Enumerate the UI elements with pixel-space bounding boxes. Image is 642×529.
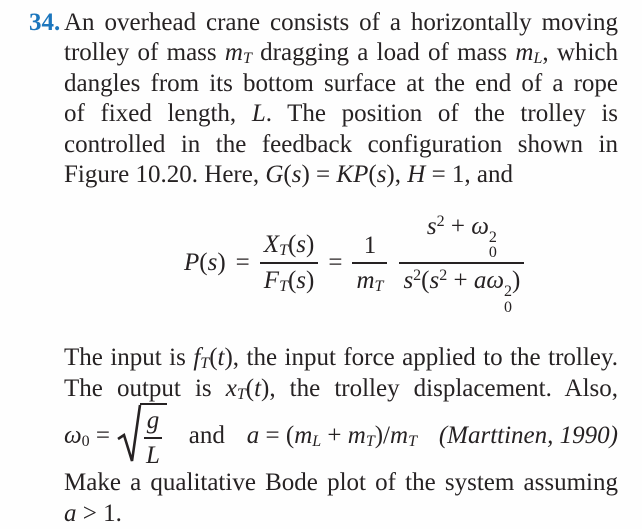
fraction-one-over-mt xyxy=(352,231,387,296)
equation-lhs: P(s) xyxy=(184,249,226,277)
denominator: L xyxy=(144,437,162,470)
omega-definition-formula xyxy=(64,404,618,468)
radicand-g-over-l xyxy=(140,403,167,470)
equals-sign: = xyxy=(235,249,250,277)
omega-sqrt-group xyxy=(64,403,167,470)
io-paragraph xyxy=(64,343,618,404)
and-word: and xyxy=(188,422,225,450)
text-line: dangles from its bottom surface at the end of a rope xyxy=(64,69,618,97)
omega-lhs: ω0 = xyxy=(64,421,111,450)
text-line: Make a qualitative Bode plot of the system assuming xyxy=(64,469,618,497)
task-paragraph xyxy=(64,468,618,529)
denominator: mT xyxy=(352,262,387,296)
problem-number: 34. xyxy=(29,9,61,36)
plant-transfer-function-equation xyxy=(184,212,618,316)
denominator: $s^2(s^2 + a\omega$ 2 0 ) xyxy=(399,262,524,314)
text-line: of fixed length, L. The position of the trolley is xyxy=(64,100,618,128)
text-line: a > 1. xyxy=(64,499,122,527)
text-line: trolley of mass mT dragging a load of mass mL, which xyxy=(64,39,618,68)
text-line: The output is xT(t), the trolley displacement. Also, xyxy=(64,374,619,403)
text-line: controlled in the feedback configuration shown in xyxy=(64,130,618,158)
numerator: $s^2 + \omega$ 2 0 xyxy=(426,212,497,262)
numerator: g xyxy=(146,406,160,434)
problem-content xyxy=(64,8,618,529)
a-definition: a = (mL + mT)/mT xyxy=(246,421,417,450)
citation: (Marttinen, 1990) xyxy=(438,422,618,450)
text-line: An overhead crane consists of a horizontally moving xyxy=(64,9,618,36)
fraction-xt-over-ft xyxy=(260,230,319,297)
text-line: The input is fT(t), the input force applied to the trolley. xyxy=(64,344,619,373)
fraction-s2-terms xyxy=(399,212,524,315)
square-root xyxy=(116,403,167,470)
radical-sign-icon xyxy=(116,403,142,465)
numerator: 1 xyxy=(363,231,377,259)
intro-paragraph xyxy=(64,8,618,190)
text-line: Figure 10.20. Here, G(s) = KP(s), H = 1, and xyxy=(64,160,514,188)
denominator: FT(s) xyxy=(260,262,319,296)
numerator: XT(s) xyxy=(263,230,315,259)
equals-sign: = xyxy=(328,249,343,277)
